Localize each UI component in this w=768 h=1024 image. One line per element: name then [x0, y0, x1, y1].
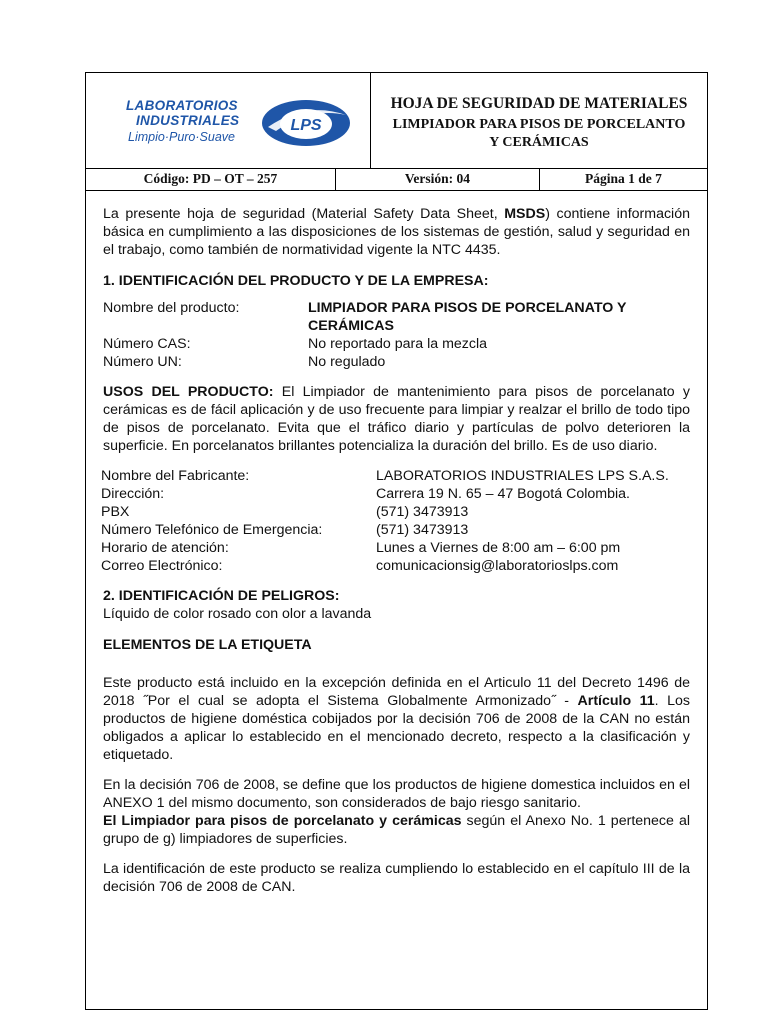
emergency-phone-label: Número Telefónico de Emergencia: — [101, 522, 323, 538]
document-code: Código: PD – OT – 257 — [86, 168, 336, 190]
address-value: Carrera 19 N. 65 – 47 Bogotá Colombia. — [376, 486, 630, 502]
cas-row — [103, 335, 690, 353]
manufacturer-value: LABORATORIOS INDUSTRIALES LPS S.A.S. — [376, 468, 669, 484]
document-subtitle-line1: LIMPIADOR PARA PISOS DE PORCELANTO — [392, 117, 686, 132]
intro-text-after: ) contiene información básica en cumplimiento a las disposiciones de los sistemas de gestión, salud y seguridad en el trabajo, como también de normatividad vigente la NTC 4435. — [103, 206, 690, 258]
intro-bold-msds: MSDS — [504, 206, 546, 222]
code-row — [86, 168, 707, 191]
uses-text: El Limpiador de mantenimiento para pisos de porcelanato y cerámicas es de fácil aplicación y de uso frecuente para limpiar y realzar el brillo de todo tipo de pisos de porcelanato. Evita que el tráfico diario y partículas de polvo deterioren la superficie. En porcelanatos brillantes potencializa la duración del brillo. Es de uso diario. — [103, 384, 690, 454]
hours-value: Lunes a Viernes de 8:00 am – 6:00 pm — [376, 540, 621, 556]
logo-line2: INDUSTRIALES — [136, 113, 240, 128]
lps-logo-icon — [258, 97, 354, 149]
document-subtitle-line2: Y CERÁMICAS — [489, 135, 589, 150]
document-title: HOJA DE SEGURIDAD DE MATERIALES — [390, 95, 688, 112]
product-name-value-line1: LIMPIADOR PARA PISOS DE PORCELANATO Y — [308, 300, 627, 316]
document-body — [103, 205, 690, 896]
classification-text-after: según el Anexo No. 1 pertenece al grupo de g) limpiadores de superficies. — [103, 813, 690, 847]
classification-bold-product: El Limpiador para pisos de porcelanato y cerámicas — [103, 813, 462, 829]
product-name-label: Nombre del producto: — [103, 300, 240, 316]
cas-label: Número CAS: — [103, 336, 191, 352]
title-cell — [371, 73, 707, 168]
identification-paragraph: La identificación de este producto se realiza cumpliendo lo establecido en el capítulo III de la decisión 706 de 2008 de CAN. — [103, 861, 690, 895]
section1-title: 1. IDENTIFICACIÓN DEL PRODUCTO Y DE LA EMPRESA: — [103, 273, 489, 289]
label-elements-title: ELEMENTOS DE LA ETIQUETA — [103, 637, 312, 653]
pbx-label: PBX — [101, 504, 130, 520]
manufacturer-row — [103, 467, 690, 485]
uses-paragraph — [103, 383, 690, 455]
logo-line1: LABORATORIOS — [126, 98, 238, 113]
pbx-row — [103, 503, 690, 521]
hours-label: Horario de atención: — [101, 540, 229, 556]
address-row — [103, 485, 690, 503]
page-number: Página 1 de 7 — [585, 171, 662, 186]
email-value: comunicacionsig@laboratorioslps.com — [376, 558, 619, 574]
product-identification — [103, 299, 690, 371]
section2-title: 2. IDENTIFICACIÓN DE PELIGROS: — [103, 588, 340, 604]
product-name-row-cont — [103, 317, 690, 335]
cas-value: No reportado para la mezcla — [308, 336, 488, 352]
logo-mark-text: LPS — [290, 117, 322, 134]
un-row — [103, 353, 690, 371]
exception-paragraph — [103, 674, 690, 764]
emergency-phone-value: (571) 3473913 — [376, 522, 469, 538]
product-name-row — [103, 299, 690, 317]
logo-tagline: Limpio·Puro·Suave — [128, 130, 235, 144]
exception-text-after: . Los productos de higiene doméstica cobijados por la decisión 706 de 2008 de la CAN no están obligados a aplicar lo establecido en el mencionado decreto, respecto a la clasificación y etiquetado. — [103, 693, 690, 763]
uses-title: USOS DEL PRODUCTO: — [103, 384, 274, 400]
exception-bold-article: Artículo 11 — [577, 693, 655, 709]
manufacturer-info — [103, 467, 690, 575]
intro-text-before: La presente hoja de seguridad (Material Safety Data Sheet, — [103, 206, 505, 222]
hazard-description: Líquido de color rosado con olor a lavanda — [103, 606, 372, 622]
document-version: Versión: 04 — [336, 168, 540, 190]
manufacturer-label: Nombre del Fabricante: — [101, 468, 250, 484]
decision-paragraph: En la decisión 706 de 2008, se define que los productos de higiene domestica incluidos en el ANEXO 1 del mismo documento, son considerados de bajo riesgo sanitario. — [103, 777, 690, 811]
un-label: Número UN: — [103, 354, 182, 370]
company-logo-text — [126, 98, 266, 145]
exception-text-before: Este producto está incluido en la excepción definida en el Articulo 11 del Decreto 1496 de 2018 ˝Por el cual se adopta el Sistema Globalmente Armonizado˝ - — [103, 675, 690, 709]
header-row — [86, 73, 707, 169]
intro-paragraph — [103, 205, 690, 259]
pbx-value: (571) 3473913 — [376, 504, 469, 520]
un-value: No regulado — [308, 354, 386, 370]
email-row — [103, 557, 690, 575]
classification-paragraph — [103, 812, 690, 848]
product-name-value-line2: CERÁMICAS — [308, 318, 394, 334]
email-label: Correo Electrónico: — [101, 558, 223, 574]
hours-row — [103, 539, 690, 557]
emergency-phone-row — [103, 521, 690, 539]
address-label: Dirección: — [101, 486, 165, 502]
logo-cell — [86, 73, 371, 168]
